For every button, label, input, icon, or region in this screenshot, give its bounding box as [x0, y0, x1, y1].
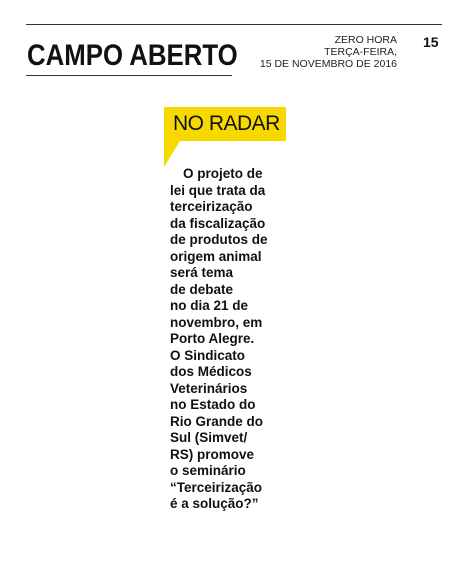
publication-name: ZERO HORA: [334, 34, 397, 46]
body-line: de debate: [170, 281, 234, 297]
body-line: de produtos de: [170, 232, 268, 247]
body-line: Veterinários: [170, 380, 248, 396]
body-line: origem animal: [170, 248, 262, 264]
body-line: no Estado do: [170, 397, 256, 412]
body-line: novembro, em: [170, 314, 263, 330]
body-line: dos Médicos: [170, 364, 252, 379]
masthead: [260, 34, 397, 70]
body-line: Rio Grande do: [170, 413, 264, 429]
body-line: o seminário: [170, 463, 246, 478]
body-line: será tema: [170, 265, 234, 280]
body-line: terceirização: [170, 199, 253, 214]
radar-label-tail: [164, 141, 180, 167]
body-line: da fiscalização: [170, 215, 266, 231]
publication-date: 15 DE NOVEMBRO DE 2016: [259, 58, 397, 70]
title-underline: [26, 75, 232, 76]
section-title: CAMPO ABERTO: [27, 39, 238, 72]
weekday: TERÇA-FEIRA,: [324, 46, 397, 58]
body-line: lei que trata da: [170, 182, 266, 198]
body-line: “Terceirização: [170, 479, 263, 495]
body-line: no dia 21 de: [170, 298, 249, 313]
body-line: RS) promove: [170, 446, 255, 462]
body-line: O projeto de: [183, 166, 263, 181]
body-line: Sul (Simvet/: [170, 430, 248, 445]
radar-label: NO RADAR: [164, 107, 286, 141]
top-rule: [26, 24, 442, 25]
news-body: [170, 166, 290, 513]
page-number: 15: [423, 34, 439, 50]
body-line: O Sindicato: [170, 347, 246, 363]
body-line: é a solução?”: [170, 496, 259, 511]
body-line: Porto Alegre.: [170, 331, 255, 346]
